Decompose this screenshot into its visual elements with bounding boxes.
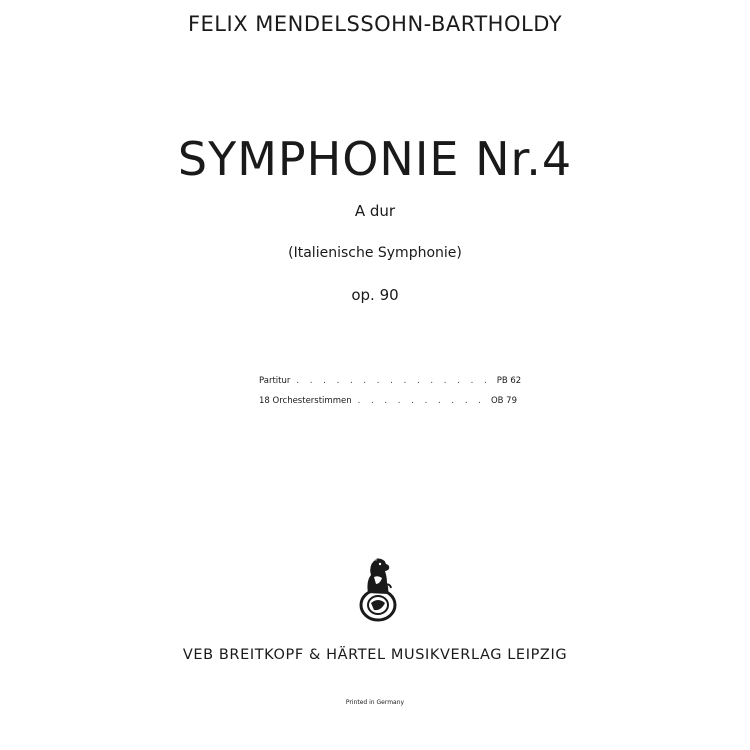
edition-label: 18 Orchesterstimmen: [259, 396, 352, 406]
edition-number: PB 62: [496, 376, 522, 386]
composer-name: FELIX MENDELSSOHN-BARTHOLDY: [187, 12, 563, 36]
edition-row-parts: [259, 396, 517, 416]
publisher-name: VEB BREITKOPF & HÄRTEL MUSIKVERLAG LEIPZIG: [182, 647, 568, 663]
key-signature: A dur: [354, 202, 396, 220]
printed-in-notice: Printed in Germany: [345, 699, 405, 706]
opus-number: op. 90: [351, 286, 399, 304]
edition-label: Partitur: [259, 376, 291, 386]
editions-list: [259, 376, 522, 416]
edition-number: OB 79: [490, 396, 517, 406]
edition-row-score: [259, 376, 522, 396]
breitkopf-bear-emblem-icon: [354, 553, 402, 623]
edition-leader-dots: . . . . . . . . . .: [357, 396, 485, 406]
work-title: SYMPHONIE Nr.4: [177, 132, 573, 186]
work-nickname: (Italienische Symphonie): [288, 245, 462, 261]
edition-leader-dots: . . . . . . . . . . . . . . .: [296, 376, 491, 386]
